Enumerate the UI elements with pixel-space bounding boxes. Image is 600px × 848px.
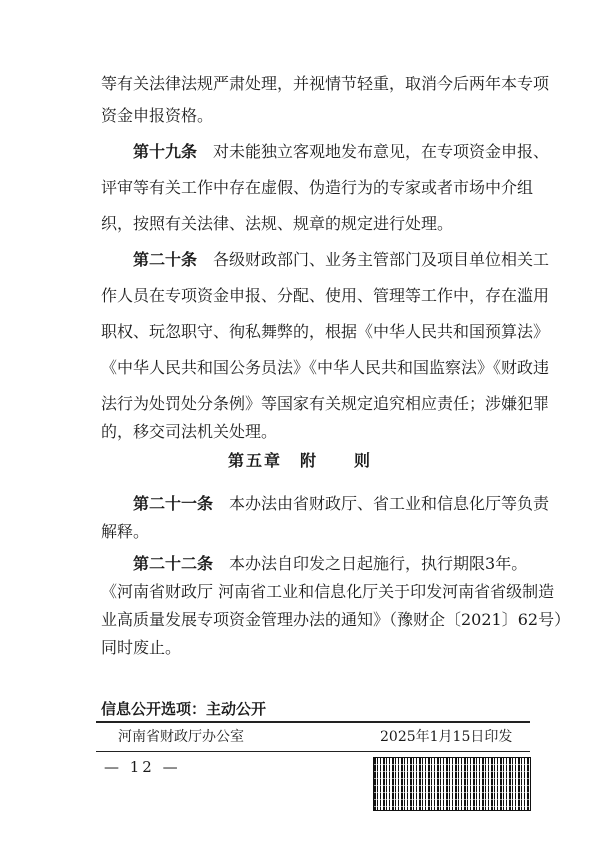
body-line xyxy=(101,212,453,236)
article-number: 第二十条 xyxy=(133,250,198,269)
body-text: 等有关法律法规严肃处理，并视情节轻重，取消今后两年本专项 xyxy=(101,74,550,93)
body-line xyxy=(101,420,277,444)
body-text: 同时废止。 xyxy=(101,638,182,657)
body-line xyxy=(133,552,527,576)
article-number: 第二十二条 xyxy=(133,554,214,573)
body-text: 各级财政部门、业务主管部门及项目单位相关工 xyxy=(197,250,550,269)
body-line xyxy=(101,104,213,128)
body-text: 对未能独立客观地发布意见，在专项资金申报、 xyxy=(197,142,550,161)
body-line xyxy=(101,176,533,200)
body-line xyxy=(101,608,570,632)
page-number: — 12 — xyxy=(104,758,181,776)
body-text: 织，按照有关法律、法规、规章的规定进行处理。 xyxy=(101,214,454,233)
body-line xyxy=(101,580,554,604)
body-text: 本办法自印发之日起施行，执行期限3年。 xyxy=(213,554,528,573)
footer-top-rule xyxy=(96,721,530,723)
body-text: 《河南省财政厅 河南省工业和信息化厅关于印发河南省省级制造 xyxy=(101,582,555,601)
footer-issuer: 河南省财政厅办公室 xyxy=(118,729,244,745)
chapter-title: 第五章 附 则 xyxy=(227,451,372,470)
footer-bottom-rule xyxy=(96,751,530,752)
body-text: 本办法由省财政厅、省工业和信息化厅等负责 xyxy=(213,494,550,513)
body-line xyxy=(101,284,549,308)
barcode-image xyxy=(373,757,531,811)
body-text: 的，移交司法机关处理。 xyxy=(101,422,278,441)
body-line xyxy=(101,72,549,96)
body-text: 业高质量发展专项资金管理办法的通知》（豫财企〔2021〕62号） xyxy=(101,610,571,629)
body-line xyxy=(101,320,549,344)
footer-date: 2025年1月15日印发 xyxy=(380,729,513,745)
body-line xyxy=(133,492,549,516)
body-text: 法行为处罚处分条例》等国家有关规定追究相应责任；涉嫌犯罪 xyxy=(101,394,550,413)
body-line xyxy=(101,356,549,380)
body-line xyxy=(133,248,549,272)
article-number: 第二十一条 xyxy=(133,494,214,513)
body-line xyxy=(101,636,181,660)
body-line xyxy=(101,392,549,416)
body-text: 《中华人民共和国公务员法》《中华人民共和国监察法》《财政违 xyxy=(101,358,550,377)
body-text: 评审等有关工作中存在虚假、伪造行为的专家或者市场中介组 xyxy=(101,178,534,197)
info-disclosure: 信息公开选项：主动公开 xyxy=(101,700,267,718)
body-text: 解释。 xyxy=(101,522,150,541)
body-text: 作人员在专项资金申报、分配、使用、管理等工作中，存在滥用 xyxy=(101,286,550,305)
body-line xyxy=(101,520,149,544)
body-line xyxy=(133,140,549,164)
body-text: 职权、玩忽职守、徇私舞弊的，根据《中华人民共和国预算法》 xyxy=(101,322,550,341)
body-text: 资金申报资格。 xyxy=(101,106,214,125)
article-number: 第十九条 xyxy=(133,142,198,161)
